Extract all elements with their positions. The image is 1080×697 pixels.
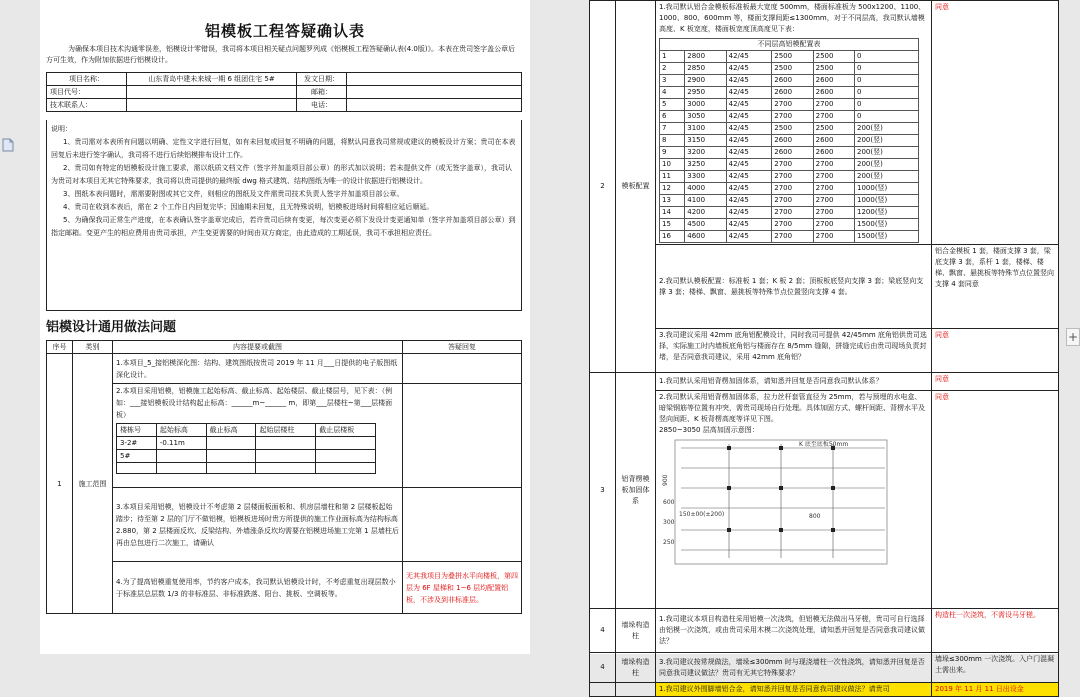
mini-table-cell: 2700 [813,219,854,231]
mini-table-row [660,123,919,135]
floor-cell[interactable] [156,450,206,463]
mini-table-cell: 2800 [685,51,726,63]
mini-table-cell: 3150 [685,135,726,147]
note-item: 1、贵司需对本表所有问题以明确、定性文字进行回复，如有未回复或回复不明确的问题，将默认同意我司常规或建议的模板设计方案；贵司在本表回复后未进行签字确认，我司将不进行后续铝模排布设计工作。 [51,138,516,159]
floor-col-start: 起始标高 [156,424,206,437]
row-category: 墙垛构造柱 [616,653,656,683]
mini-table-title: 不同层高铝模配置表 [660,39,919,51]
mini-table-cell: 4600 [685,231,726,243]
mini-table-cell: 2700 [772,195,813,207]
floor-cell[interactable] [256,463,316,474]
floor-cell[interactable] [316,437,376,450]
mini-table-cell: 4500 [685,219,726,231]
mini-table-row [660,51,919,63]
row-category: 模板配置 [616,1,656,373]
mini-table-cell: 2600 [772,135,813,147]
question-2-2: 2.我司默认模板配置：标准板 1 套；K 板 2 套；顶板板底竖向支撑 3 套；梁底竖向支撑 3 套；楼梯、飘窗、悬挑板等特殊节点位置竖向支撑 4 套。 [656,245,932,329]
reply-2-1[interactable]: 同意 [932,1,1059,245]
mini-table-cell: 2700 [772,171,813,183]
mini-table-row [660,135,919,147]
mini-table-cell: 6 [660,111,685,123]
row-seq: 3 [590,373,616,609]
floor-cell: -0.11m [156,437,206,450]
notes-heading: 说明： [51,125,72,133]
tech-contact-value[interactable] [127,99,297,112]
floor-cell: 5# [117,450,157,463]
dim-label-top: K 底至底板50mm [799,441,849,448]
mini-table-cell: 2900 [685,75,726,87]
question-5-1: 1.我司建议外围脚墙铝合金，请知悉并回复是否同意我司建议做法？请贵司 [656,683,932,697]
reply-4-1[interactable]: 构造柱一次浇筑，不需设马牙槎。 [932,609,1059,653]
mini-table-row [660,147,919,159]
mini-table-row [660,219,919,231]
mini-table-cell: 2700 [772,111,813,123]
project-info-table [46,72,522,112]
mini-table-cell: 1000(竖) [855,195,919,207]
question-2-3: 3.我司建议采用 42mm 底角铝配模设计，同时我司可提供 42/45mm 底角铝供贵司选择，实际施工时内墙板底角铝与楼面存在 8/5mm 缝隙，拼缝完成后由贵司现场负责封堵，是否同意我司建议，采用 42mm 底角铝？ [656,329,932,373]
qa-table-continued [589,0,1059,697]
mini-table-cell: 42/45 [726,87,772,99]
mini-table-cell: 9 [660,147,685,159]
mailbox-label: 邮箱： [297,86,347,99]
mini-table-cell: 2700 [772,207,813,219]
reply-1-3[interactable] [403,488,522,562]
question-1-3: 3.本项目采用铝模，铝模设计不考虑第 2 层楼面板面板和、机房层墙柱和第 2 层楼板起始踏步；待至第 2 层的门厅不做铝模，铝模板进场时贵方所提供的施工作业面标高为结构标高 2.880，第 2 层楼面反坎、反梁结构、外墙涨条反坎均需要在铝模进场施工完第 1 层墙柱后再由总包进行二次施工，请确认 [113,488,403,562]
dim-label-800: 800 [809,513,821,520]
question-4-1: 1.我司建议本项目构造柱采用铝模一次浇筑，但铝模无法做出马牙槎，贵司可自行选择由铝模一次浇筑，或由贵司采用木模二次浇筑处理，请知悉并回复是否同意我司建议做法？ [656,609,932,653]
mini-table-cell: 1 [660,51,685,63]
mini-table-cell: 0 [855,111,919,123]
mini-table-row [660,231,919,243]
note-item: 3、图纸本表问题时，需需要附图或其它文件，则相应的图纸及文件需贵司技术负责人签字并加盖项目部公章。 [63,190,404,198]
note-item: 4、贵司在收到本表后，需在 2 个工作日内回复完毕；因逾期未回复，且无特殊说明，铝模板进场时间将相应延后顺延。 [63,203,434,211]
floor-range-table [116,423,376,474]
project-code-value[interactable] [127,86,297,99]
send-date-value[interactable] [347,73,522,86]
floor-col-start-floor: 起始层楼柱 [256,424,316,437]
dim-label-300: 300 [663,519,675,526]
question-1-4: 4.为了提高铝模重复使用率，节约客户成本，我司默认铝模设计时，不考虑重复出现层数小于标准层总层数 1/3 的非标准层、非标准跌落、阳台、挑板、空调板等。 [113,562,403,614]
floor-cell[interactable] [256,450,316,463]
mini-table-cell: 42/45 [726,207,772,219]
intro-paragraph: 为确保本项目技术沟通零误差，铝模设计零错误，我司将本项目相关疑点问题罗列成《铝模板工程答疑确认表(4.0版)》。本表在贵司签字盖公章后方可生效，作为附加依据进行铝模设计。 [46,45,516,64]
question-3-2-text: 2.我司默认采用铝背楞加固体系，拉力丝杆套管直径为 25mm，若与预埋的水电盒、暗梁钢筋等位置有冲突，需贵司现场自行处理。具体加固方式、螺杆间距、背楞水平及竖向间距、K 板背楞高度等详见下图。 [659,393,925,423]
row-category: 铝背楞模板加固体系 [616,373,656,609]
mini-table-row [660,195,919,207]
phone-label: 电话： [297,99,347,112]
mini-table-cell: 42/45 [726,147,772,159]
mini-table-cell: 2600 [772,147,813,159]
reply-4-3[interactable]: 墙垛≤300mm 一次浇筑。入户门混凝土需出来。 [932,653,1059,683]
mini-table-cell: 1200(竖) [855,207,919,219]
floor-cell[interactable] [316,463,376,474]
mini-table-cell: 2600 [813,147,854,159]
mini-table-cell: 2700 [772,99,813,111]
mini-table-cell: 2700 [813,231,854,243]
dim-label-900: 900 [662,474,669,486]
mini-table-cell: 2500 [813,63,854,75]
add-page-button[interactable]: + [1067,330,1079,344]
mini-table-cell: 14 [660,207,685,219]
header-seq: 序号 [47,341,73,354]
mini-table-cell: 0 [855,63,919,75]
mini-table-cell: 2700 [772,159,813,171]
row-seq: 4 [590,653,616,683]
mini-table-cell: 0 [855,87,919,99]
mini-table-cell: 42/45 [726,195,772,207]
floor-cell[interactable] [316,450,376,463]
mini-table-cell: 42/45 [726,123,772,135]
question-3-1: 1.我司默认采用铝背楞加固体系，请知悉并回复是否同意我司默认体系？ [656,373,932,391]
row-category [616,683,656,697]
question-1-2-text: 2.本项目采用铝模，铝模施工起始标高、截止标高、起始楼层、截止楼层号，见下表：（例如：___接铝模板设计结构起止标高：______m~______ m，即第___层楼柱~第___层楼面板） [116,387,393,419]
header-reply: 答疑回复 [403,341,522,354]
mini-table-cell: 4 [660,87,685,99]
reply-1-4[interactable]: 无其我项目为叠拼水平向楼板，第四层为 6F 屋梯和 1~6 层均配置铝板，不涉及到非标准层。 [403,562,522,614]
mini-table-row [660,87,919,99]
mini-table-cell: 1500(竖) [855,231,919,243]
row-seq: 4 [590,609,616,653]
dim-label-250: 250 [663,539,675,546]
mini-table-cell: 3250 [685,159,726,171]
mini-table-cell: 2600 [772,75,813,87]
mini-table-cell: 200(竖) [855,171,919,183]
reply-2-2[interactable]: 铝合金模板 1 套，楼面支撑 3 套，梁底支撑 3 套，系杆 1 套，楼梯、楼梯、飘窗、悬挑板等特殊节点位置竖向支撑 4 套同意 [932,245,1059,329]
mini-table-cell: 42/45 [726,159,772,171]
reply-3-2[interactable]: 同意 [932,391,1059,609]
send-date-label: 发文日期： [297,73,347,86]
dim-label-600: 600 [663,499,675,506]
row-category: 墙垛构造柱 [616,609,656,653]
mini-table-cell: 42/45 [726,63,772,75]
mini-table-cell: 3 [660,75,685,87]
mini-table-cell: 2700 [813,195,854,207]
floor-cell[interactable] [206,463,256,474]
mini-table-cell: 2700 [813,159,854,171]
mailbox-value[interactable] [347,86,522,99]
reinforcement-drawing [659,438,891,566]
document-page-2 [589,0,1059,693]
mini-table-cell: 2700 [772,231,813,243]
section-title: 铝模设计通用做法问题 [46,320,177,335]
mini-table-cell: 42/45 [726,171,772,183]
mini-table-row [660,99,919,111]
mini-table-cell: 4100 [685,195,726,207]
mini-table-cell: 1500(竖) [855,219,919,231]
mini-table-cell: 200(竖) [855,147,919,159]
mini-table-cell: 3000 [685,99,726,111]
qa-table [46,340,522,614]
mini-table-cell: 2700 [813,207,854,219]
mini-table-cell: 2500 [813,51,854,63]
row-seq: 1 [47,354,73,614]
project-code-label: 项目代号： [47,86,127,99]
mini-table-cell: 42/45 [726,219,772,231]
mini-table-cell: 10 [660,159,685,171]
row-category: 施工范围 [73,354,113,614]
mini-table-cell: 0 [855,51,919,63]
mini-table-cell: 2850 [685,63,726,75]
mini-table-cell: 42/45 [726,231,772,243]
mini-table-cell: 2600 [813,135,854,147]
mini-table-cell: 200(竖) [855,135,919,147]
mini-table-cell: 2950 [685,87,726,99]
header-category: 类别 [73,341,113,354]
question-3-2 [656,391,932,609]
mini-table-cell: 42/45 [726,183,772,195]
floor-cell[interactable] [206,450,256,463]
mini-table-cell: 8 [660,135,685,147]
mini-table-cell: 2700 [772,183,813,195]
mini-table-cell: 0 [855,99,919,111]
mini-table-cell: 42/45 [726,99,772,111]
mini-table-cell: 16 [660,231,685,243]
mini-table-row [660,63,919,75]
reply-3-1[interactable]: 同意 [932,373,1059,391]
question-2-1 [656,1,932,245]
mini-table-row [660,171,919,183]
mini-table-cell: 13 [660,195,685,207]
floor-cell[interactable] [117,463,157,474]
header-content: 内容提要或截图 [113,341,403,354]
mini-table-cell: 15 [660,219,685,231]
question-4-3: 3.我司建议按常规做法，墙垛≤300mm 时与现浇墙柱一次性浇筑，请知悉并回复是否同意我司建议做法？贵司有无其它特殊要求？ [656,653,932,683]
mini-table-row [660,159,919,171]
mini-table-cell: 2700 [813,171,854,183]
mini-table-cell: 2600 [813,75,854,87]
mini-table-cell: 11 [660,171,685,183]
mini-table-cell: 2700 [813,111,854,123]
question-1-2 [113,384,403,488]
mini-table-cell: 2700 [813,99,854,111]
mini-table-cell: 42/45 [726,135,772,147]
floor-col-building: 楼栋号 [117,424,157,437]
mini-table-cell: 2600 [772,87,813,99]
question-3-2-sub: 2850~3050 层高加固示意图： [659,426,759,434]
floor-cell[interactable] [206,437,256,450]
notes-box [46,120,522,311]
floor-cell[interactable] [256,437,316,450]
question-2-1-text: 1.我司默认铝合金模板标准板最大宽度 500mm，楼面标准板为 500x1200、1100、1000、800、600mm 等，楼面支撑间距≤1300mm，对于不同层高，我司默认墙模高度、K 板宽度，楼面板宽度顶高度见下表： [659,3,926,33]
project-name-value: 山东青岛中建未来城一期 6 组团住宅 5# [127,73,297,86]
dim-label-150: 150±00(±200) [679,511,725,518]
mini-table-row [660,111,919,123]
document-page-1 [40,0,530,654]
floor-cell: 3-2# [117,437,157,450]
floor-height-config-table [659,38,919,243]
mini-table-cell: 2500 [813,123,854,135]
note-item: 2、贵司如有特定的铝模板设计施工要求，需以纸质文档文件（签字并加盖项目部公章）的形式加以说明；若未提供文件（或无签字盖章），我司认为贵司对本项目无其它特殊要求，我司将以贵司提供的最终版 dwg 格式建筑、结构图纸为唯一的设计依据进行铝模设计。 [51,164,512,185]
phone-value[interactable] [347,99,522,112]
mini-table-cell: 3300 [685,171,726,183]
mini-table-cell: 2 [660,63,685,75]
mini-table-cell: 1000(竖) [855,183,919,195]
mini-table-cell: 3200 [685,147,726,159]
mini-table-cell: 3050 [685,111,726,123]
mini-table-cell: 2700 [772,219,813,231]
mini-table-cell: 2700 [813,183,854,195]
mini-table-cell: 4000 [685,183,726,195]
mini-table-cell: 4200 [685,207,726,219]
reply-2-3[interactable]: 同意 [932,329,1059,373]
mini-table-cell: 7 [660,123,685,135]
mini-table-cell: 12 [660,183,685,195]
mini-table-cell: 3100 [685,123,726,135]
mini-table-row [660,183,919,195]
document-title: 铝模板工程答疑确认表 [204,22,365,40]
tech-contact-label: 技术联系人： [47,99,127,112]
mini-table-row [660,75,919,87]
floor-col-end: 截止标高 [206,424,256,437]
row-seq: 2 [590,1,616,373]
mini-table-cell: 200(竖) [855,123,919,135]
floor-col-end-floor: 截止层楼板 [316,424,376,437]
floor-cell[interactable] [156,463,206,474]
project-name-label: 项目名称： [47,73,127,86]
mini-table-cell: 0 [855,75,919,87]
mini-table-cell: 2500 [772,51,813,63]
mini-table-cell: 200(竖) [855,159,919,171]
question-1-1: 1.本项目_5_接铝模深化图：结构、建筑图纸按贵司 2019 年 11 月___日提供的电子版图纸深化设计。 [113,354,403,384]
mini-table-cell: 2500 [772,123,813,135]
row-seq [590,683,616,697]
mini-table-cell: 2600 [813,87,854,99]
mini-table-cell: 42/45 [726,51,772,63]
reply-1-1[interactable] [403,354,522,384]
mini-table-cell: 42/45 [726,75,772,87]
note-item: 5、为确保我司正常生产进度，在本表确认签字盖章完成后，若许贵司后续有变更，每次变更必须下发设计变更通知单（签字并加盖项目部公章）到指定邮箱。变更产生的相应费用由贵司承担，产生变更需要的时间由双方商定，由此造成的工期延误，我司不承担相应责任。 [51,216,516,237]
mini-table-cell: 2500 [772,63,813,75]
reply-1-2[interactable] [403,384,522,488]
mini-table-cell: 5 [660,99,685,111]
document-icon[interactable] [2,138,16,152]
mini-table-row [660,207,919,219]
mini-table-cell: 42/45 [726,111,772,123]
reply-5-1[interactable]: 2019 年 11 月 11 日出设金 [932,683,1059,697]
